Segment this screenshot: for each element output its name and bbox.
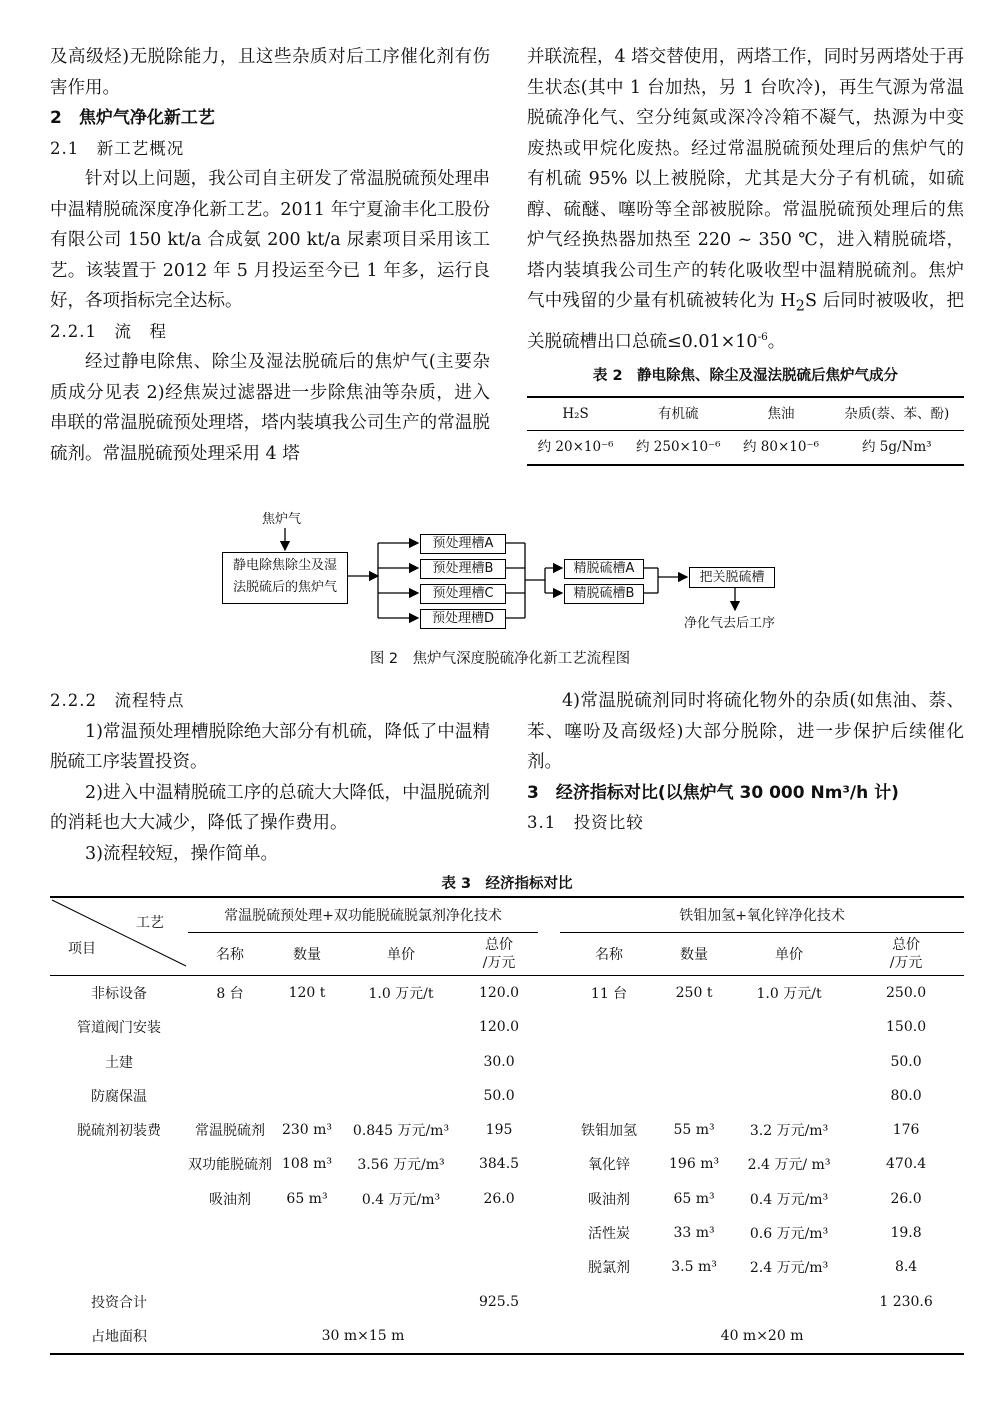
table-row <box>50 1113 964 1147</box>
table-cell-b-qty: 196 m³ <box>669 1156 720 1173</box>
col-header-price: 单价 <box>342 932 460 975</box>
table-cell-a-total: 925.5 <box>478 1293 520 1310</box>
right-column-lower <box>527 686 964 839</box>
table-cell-b-qty: 65 m³ <box>673 1190 715 1207</box>
pretreatment-tank: 预处理槽D <box>420 609 506 629</box>
table-cell-b-price: 3.2 万元/m³ <box>749 1123 829 1140</box>
table-cell: 约 5g/Nm³ <box>862 439 932 456</box>
table-cell-a-price: 0.4 万元/m³ <box>361 1191 441 1208</box>
group-gap <box>538 1182 560 1216</box>
section-heading: 3 经济指标对比(以焦炉气 30 000 Nm³/h 计) <box>527 782 899 803</box>
text-run: 并联流程，4 塔交替使用，两塔工作，同时另两塔处于再生状态(其中 1 台加热，另 1 台吹冷)，再生气源为常温脱硫净化气、空分纯氮或深冷冷箱不凝气，热源为中变废热或甲烷化废热。经过常温脱硫预处理后的焦炉气的有机硫 95% 以上被脱除，尤其是大分子有机硫，如硫醇、硫醚、噻吩等全部被脱除。常温脱硫预处理后的焦炉气经换热器加热至 220 ~ 350 ℃，进入精脱硫塔，塔内装填我公司生产的转化吸收型中温精脱硫剂。焦炉气中残留的少量有机硫被转化为 H <box>527 47 964 311</box>
table-cell-b-total: 1 230.6 <box>879 1293 933 1310</box>
table-cell-b-qty <box>658 1044 730 1078</box>
table-cell-b-name: 铁钼加氢 <box>581 1123 638 1140</box>
table-cell-item: 投资合计 <box>91 1294 147 1311</box>
table-cell-a-qty <box>272 1079 342 1113</box>
table-cell-b-total: 176 <box>892 1122 920 1139</box>
table-cell-a-qty: 65 m³ <box>286 1190 328 1207</box>
table-cell-a-total: 120.0 <box>478 1019 520 1036</box>
table-cell-b-name: 吸油剂 <box>588 1191 631 1208</box>
table-row <box>50 1250 964 1284</box>
table-cell-a-qty <box>272 1284 342 1318</box>
table-cell-b-price: 0.4 万元/m³ <box>749 1191 829 1208</box>
table-cell-b-qty: 55 m³ <box>673 1122 715 1139</box>
table-cell-b-price <box>730 1284 848 1318</box>
table-cell-item <box>50 1182 188 1216</box>
table-cell: 约 20×10⁻⁶ <box>537 439 614 456</box>
table-cell-b-qty: 250 t <box>675 984 713 1001</box>
subsection-heading: 2.2.2 流程特点 <box>50 691 185 710</box>
col-header-total <box>848 932 964 975</box>
table-row <box>50 975 964 1010</box>
right-column <box>527 42 964 466</box>
source-box-line: 静电除焦除尘及湿 <box>232 558 337 573</box>
table-cell-a-qty: 230 m³ <box>281 1122 333 1139</box>
table-cell-a-qty: 108 m³ <box>281 1156 333 1173</box>
table-cell-b-name <box>560 1284 658 1318</box>
table-cell-a-name: 8 台 <box>216 985 244 1002</box>
source-box-line: 法脱硫后的焦炉气 <box>232 580 337 595</box>
fine-desulfurization-tank: 精脱硫槽B <box>564 584 644 604</box>
table-cell-a-price <box>342 1284 460 1318</box>
group-gap <box>538 1079 560 1113</box>
table-cell-a-qty <box>272 1010 342 1044</box>
table-cell-a-name <box>188 1044 272 1078</box>
group-gap <box>538 1250 560 1284</box>
table-header: 有机硫 <box>658 405 699 422</box>
paragraph: 经过静电除焦、除尘及湿法脱硫后的焦炉气(主要杂质成分见表 2)经焦炭过滤器进一步除焦油等杂质，进入串联的常温脱硫预处理塔，塔内装填我公司生产的常温脱硫剂。常温脱硫预处理采用 4 塔 <box>50 352 490 464</box>
col-header-total-line: /万元 <box>482 954 516 971</box>
table-cell-a-name: 吸油剂 <box>209 1191 251 1208</box>
table-cell-a-price <box>342 1216 460 1250</box>
corner-bottom-label: 项目 <box>68 941 96 957</box>
table-cell: 约 80×10⁻⁶ <box>743 439 819 456</box>
table-cell-b-price <box>730 1044 848 1078</box>
figure-caption: 图 2 焦炉气深度脱硫净化新工艺流程图 <box>369 651 631 667</box>
table-cell-b-qty <box>658 1284 730 1318</box>
process-flowchart <box>200 502 800 642</box>
list-item: 4)常温脱硫剂同时将硫化物外的杂质(如焦油、萘、苯、噻吩及高级烃)大部分脱除，进一步保护后续催化剂。 <box>527 691 964 772</box>
table-cell-b-total: 50.0 <box>890 1053 922 1070</box>
table-cell-item: 脱硫剂初装费 <box>77 1123 161 1140</box>
col-header-total-line: /万元 <box>889 954 923 971</box>
group-gap <box>538 897 560 932</box>
table-cell-item <box>50 1250 188 1284</box>
table-cell-a-name <box>188 1250 272 1284</box>
table-cell-a-qty <box>272 1044 342 1078</box>
table-cell-a-total: 26.0 <box>483 1190 515 1207</box>
list-item: 2)进入中温精脱硫工序的总硫大大降低，中温脱硫剂的消耗也大大减少，降低了操作费用。 <box>50 782 490 833</box>
economic-comparison-table <box>50 896 964 1355</box>
group-gap <box>538 1216 560 1250</box>
subsection-heading: 3.1 投资比较 <box>527 813 644 832</box>
col-header-name: 名称 <box>560 932 658 975</box>
table-cell-b-price <box>730 1010 848 1044</box>
table-cell-a-total: 120.0 <box>478 984 520 1001</box>
list-item: 3)流程较短，操作简单。 <box>85 843 278 864</box>
pretreatment-tank: 预处理槽A <box>420 534 506 554</box>
table-cell-b-name <box>560 1010 658 1044</box>
area-a: 30 m×15 m <box>188 1319 538 1354</box>
table-cell-a-name <box>188 1216 272 1250</box>
table-cell-a-price <box>342 1044 460 1078</box>
col-header-name: 名称 <box>188 932 272 975</box>
group-gap <box>538 932 560 975</box>
corner-top-label: 工艺 <box>136 915 164 931</box>
table-row <box>50 1147 964 1181</box>
table-cell-b-price: 1.0 万元/t <box>756 985 822 1002</box>
table-body <box>50 975 964 1318</box>
table-cell-item <box>50 1216 188 1250</box>
table-cell-a-name: 常温脱硫剂 <box>195 1123 265 1140</box>
list-item: 1)常温预处理槽脱除绝大部分有机硫，降低了中温精脱硫工序装置投资。 <box>50 721 490 772</box>
table-cell-b-name <box>560 1044 658 1078</box>
table-cell-b-total: 250.0 <box>886 984 927 1001</box>
table-cell-a-total <box>460 1250 538 1284</box>
table-cell-b-price: 2.4 万元/ m³ <box>747 1157 831 1174</box>
left-column-lower <box>50 686 490 869</box>
table-cell-a-name <box>188 1079 272 1113</box>
section-heading: 2 焦炉气净化新工艺 <box>50 108 215 128</box>
table-row <box>50 1079 964 1113</box>
source-box <box>222 552 348 604</box>
table-cell-a-total: 195 <box>485 1122 513 1139</box>
composition-table <box>527 396 964 466</box>
paragraph <box>527 42 964 357</box>
group-header-a: 常温脱硫预处理+双功能脱硫脱氯剂净化技术 <box>188 897 538 932</box>
table-cell-a-qty: 120 t <box>288 984 326 1001</box>
table-cell-b-total: 150.0 <box>886 1019 927 1036</box>
table-cell-a-price: 0.845 万元/m³ <box>352 1123 450 1140</box>
table-cell-b-name: 活性炭 <box>588 1226 631 1243</box>
col-header-total <box>460 932 538 975</box>
table-row <box>50 1044 964 1078</box>
pretreatment-tank: 预处理槽C <box>420 584 506 604</box>
table-header: 杂质(萘、苯、酚) <box>844 405 950 422</box>
table-cell-b-name: 脱氯剂 <box>588 1260 631 1277</box>
table-cell: 约 250×10⁻⁶ <box>636 439 721 456</box>
table-cell-a-total <box>460 1216 538 1250</box>
table-cell-b-name: 11 台 <box>590 985 628 1002</box>
table-cell-a-name <box>188 1010 272 1044</box>
table-header: 焦油 <box>767 405 795 422</box>
left-column <box>50 42 490 469</box>
col-header-qty: 数量 <box>658 932 730 975</box>
table-cell-item: 非标设备 <box>91 985 147 1002</box>
table-row <box>50 1182 964 1216</box>
table-cell-a-total: 30.0 <box>483 1053 515 1070</box>
table-cell-b-price: 0.6 万元/m³ <box>749 1226 829 1243</box>
table-cell-b-total: 8.4 <box>894 1259 918 1276</box>
pretreatment-tank: 预处理槽B <box>420 559 506 579</box>
area-b: 40 m×20 m <box>560 1319 964 1354</box>
table-cell-b-total: 470.4 <box>886 1156 927 1173</box>
table-cell-item: 管道阀门安装 <box>77 1020 161 1037</box>
table-cell-a-total: 50.0 <box>483 1087 515 1104</box>
table-cell-b-total: 80.0 <box>890 1087 922 1104</box>
economic-table-block <box>50 872 964 1355</box>
paragraph: 及高级烃)无脱除能力，且这些杂质对后工序催化剂有伤害作用。 <box>50 47 490 98</box>
subsection-heading: 2.1 新工艺概况 <box>50 138 185 158</box>
table-cell-b-qty: 3.5 m³ <box>671 1259 717 1276</box>
superscript: -6 <box>757 331 768 343</box>
group-gap <box>538 1010 560 1044</box>
table-cell-b-qty <box>658 1010 730 1044</box>
corner-header <box>50 897 188 975</box>
table-cell-a-price <box>342 1079 460 1113</box>
text-run: S 后同时被吸收，把关脱硫槽出口总硫≤0.01×10 <box>527 291 964 352</box>
table-caption: 表 2 静电除焦、除尘及湿法脱硫后焦炉气成分 <box>592 368 899 385</box>
table-cell-item: 土建 <box>105 1054 133 1071</box>
input-label: 焦炉气 <box>262 512 302 527</box>
group-gap <box>538 1284 560 1318</box>
table-row <box>50 1010 964 1044</box>
group-header-b: 铁钼加氢+氧化锌净化技术 <box>560 897 964 932</box>
table-cell-a-price <box>342 1250 460 1284</box>
group-gap <box>538 975 560 1010</box>
subsection-heading: 2.2.1 流 程 <box>50 321 167 341</box>
table-cell-a-qty <box>272 1250 342 1284</box>
group-gap <box>538 1044 560 1078</box>
col-header-price: 单价 <box>730 932 848 975</box>
table-cell-item: 防腐保温 <box>91 1088 147 1105</box>
subscript: 2 <box>795 297 805 315</box>
table-cell-b-price: 2.4 万元/m³ <box>749 1260 829 1277</box>
table-cell-b-price <box>730 1079 848 1113</box>
table-cell-b-name <box>560 1079 658 1113</box>
col-header-qty: 数量 <box>272 932 342 975</box>
guard-tank: 把关脱硫槽 <box>689 567 775 588</box>
table-cell-a-price: 1.0 万元/t <box>368 985 434 1002</box>
table-row <box>50 1216 964 1250</box>
paragraph: 针对以上问题，我公司自主研发了常温脱硫预处理串中温精脱硫深度净化新工艺。2011 年宁夏渝丰化工股份有限公司 150 kt/a 合成氨 200 kt/a 尿素项目采用该工艺。该装置于 2012 年 5 月投运至今已 1 年多，运行良好，各项指标完全达标。 <box>50 169 490 311</box>
group-gap <box>538 1113 560 1147</box>
table-cell-a-price <box>342 1010 460 1044</box>
group-gap <box>538 1319 560 1354</box>
table-cell-b-total: 19.8 <box>890 1225 922 1242</box>
table-cell-a-price: 3.56 万元/m³ <box>357 1157 445 1174</box>
group-gap <box>538 1147 560 1181</box>
table-caption: 表 3 经济指标对比 <box>441 876 573 892</box>
table-cell-b-qty: 33 m³ <box>673 1225 715 1242</box>
table-header: H₂S <box>562 405 589 422</box>
table-cell-a-name: 双功能脱硫剂 <box>188 1157 272 1174</box>
table-row <box>50 1284 964 1318</box>
table-cell-a-qty <box>272 1216 342 1250</box>
text-run: 。 <box>767 331 786 352</box>
table-cell-b-name: 氧化锌 <box>588 1157 631 1174</box>
table-cell-b-qty <box>658 1079 730 1113</box>
output-label: 净化气去后工序 <box>684 616 776 631</box>
col-header-total-line: 总价 <box>892 936 921 953</box>
fine-desulfurization-tank: 精脱硫槽A <box>564 559 644 579</box>
table-cell-a-name <box>188 1284 272 1318</box>
table-cell-a-total: 384.5 <box>478 1156 520 1173</box>
col-header-total-line: 总价 <box>485 936 514 953</box>
area-label: 占地面积 <box>50 1319 188 1354</box>
table-cell-item <box>50 1147 188 1181</box>
table-cell-b-total: 26.0 <box>890 1190 922 1207</box>
